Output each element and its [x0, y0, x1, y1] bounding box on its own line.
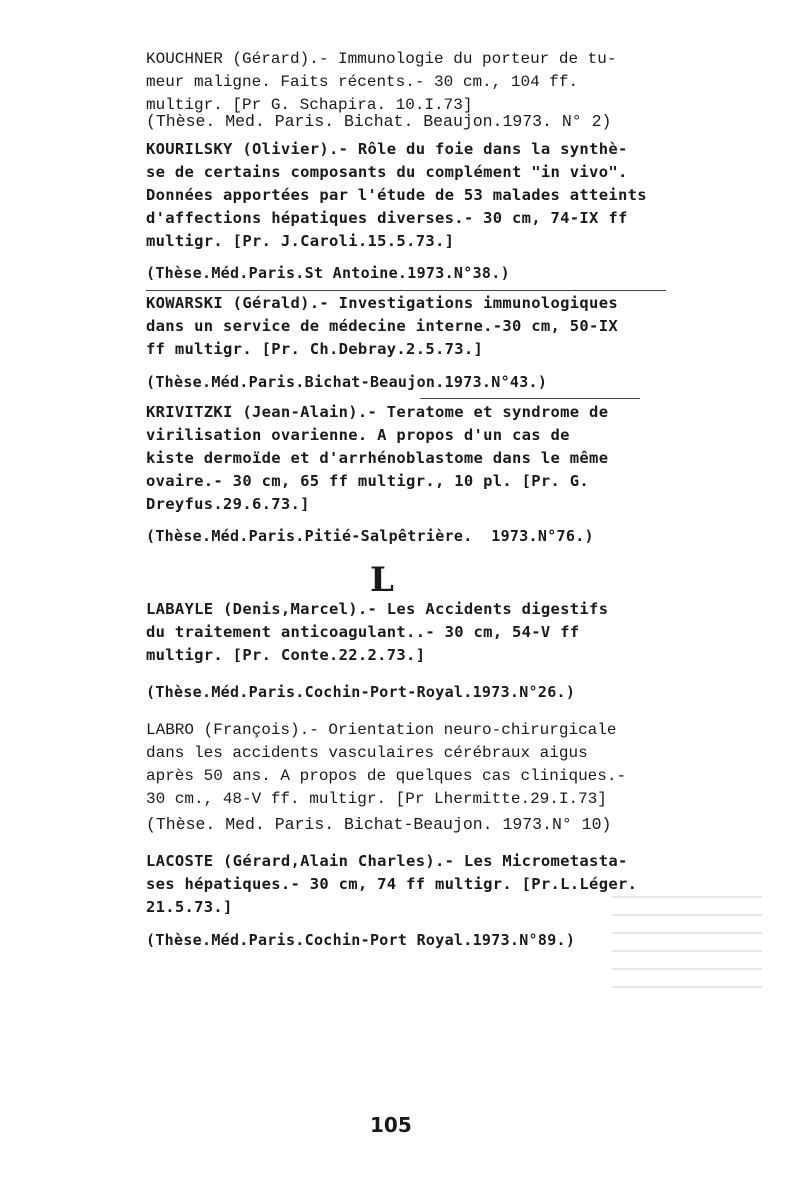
- separator-rule: [146, 290, 666, 291]
- entry-line: Données apportées par l'étude de 53 malades atteints: [146, 186, 647, 204]
- entry-line: KOURILSKY (Olivier).- Rôle du foie dans la synthè-: [146, 140, 628, 158]
- entry-line: dans un service de médecine interne.-30 cm, 50-IX: [146, 317, 618, 335]
- entry-kowarski: [146, 292, 656, 361]
- section-letter: L: [370, 560, 394, 600]
- entry-line: multigr. [Pr. J.Caroli.15.5.73.]: [146, 232, 455, 250]
- entry-line: 21.5.73.]: [146, 898, 233, 916]
- thesis-reference: (Thèse. Med. Paris. Bichat. Beaujon.1973. N° 2): [146, 112, 612, 131]
- entry-line: kiste dermoïde et d'arrhénoblastome dans le même: [146, 449, 609, 467]
- separator-rule: [420, 398, 640, 399]
- entry-line: Dreyfus.29.6.73.]: [146, 495, 310, 513]
- entry-line: multigr. [Pr. Conte.22.2.73.]: [146, 646, 426, 664]
- entry-lacoste: [146, 850, 656, 919]
- entry-line: KOWARSKI (Gérald).- Investigations immunologiques: [146, 294, 618, 312]
- bleed-through-shadow: [612, 880, 762, 1050]
- entry-line: d'affections hépatiques diverses.- 30 cm, 74-IX ff: [146, 209, 628, 227]
- thesis-reference: (Thèse.Méd.Paris.St Antoine.1973.N°38.): [146, 264, 510, 282]
- entry-line: ovaire.- 30 cm, 65 ff multigr., 10 pl. [Pr. G.: [146, 472, 590, 490]
- entry-labayle: [146, 598, 656, 667]
- entry-line: LABRO (François).- Orientation neuro-chirurgicale: [146, 721, 617, 739]
- entry-kouchner: [146, 48, 656, 117]
- entry-line: dans les accidents vasculaires cérébraux aigus: [146, 744, 588, 762]
- thesis-reference: (Thèse. Med. Paris. Bichat-Beaujon. 1973.N° 10): [146, 815, 612, 834]
- entry-krivitzki: [146, 401, 656, 516]
- thesis-reference: (Thèse.Méd.Paris.Cochin-Port Royal.1973.N°89.): [146, 931, 576, 949]
- entry-line: 30 cm., 48-V ff. multigr. [Pr Lhermitte.29.I.73]: [146, 790, 607, 808]
- entry-line: ff multigr. [Pr. Ch.Debray.2.5.73.]: [146, 340, 484, 358]
- entry-line: après 50 ans. A propos de quelques cas cliniques.-: [146, 767, 627, 785]
- entry-line: multigr. [Pr G. Schapira. 10.I.73]: [146, 96, 473, 114]
- entry-labro: [146, 719, 656, 811]
- entry-line: KOUCHNER (Gérard).- Immunologie du porteur de tu-: [146, 50, 617, 68]
- page-number: 105: [370, 1113, 412, 1137]
- thesis-reference: (Thèse.Méd.Paris.Cochin-Port-Royal.1973.N°26.): [146, 683, 576, 701]
- entry-line: du traitement anticoagulant..- 30 cm, 54-V ff: [146, 623, 580, 641]
- entry-line: se de certains composants du complément "in vivo".: [146, 163, 628, 181]
- entry-line: LABAYLE (Denis,Marcel).- Les Accidents digestifs: [146, 600, 609, 618]
- entry-line: LACOSTE (Gérard,Alain Charles).- Les Micrometasta-: [146, 852, 628, 870]
- entry-line: KRIVITZKI (Jean-Alain).- Teratome et syndrome de: [146, 403, 609, 421]
- thesis-reference: (Thèse.Méd.Paris.Pitié-Salpêtrière. 1973.N°76.): [146, 527, 594, 545]
- entry-line: ses hépatiques.- 30 cm, 74 ff multigr. [Pr.L.Léger.: [146, 875, 638, 893]
- entry-kourilsky: [146, 138, 656, 253]
- entry-line: meur maligne. Faits récents.- 30 cm., 104 ff.: [146, 73, 579, 91]
- thesis-reference: (Thèse.Méd.Paris.Bichat-Beaujon.1973.N°43.): [146, 373, 548, 391]
- entry-line: virilisation ovarienne. A propos d'un cas de: [146, 426, 570, 444]
